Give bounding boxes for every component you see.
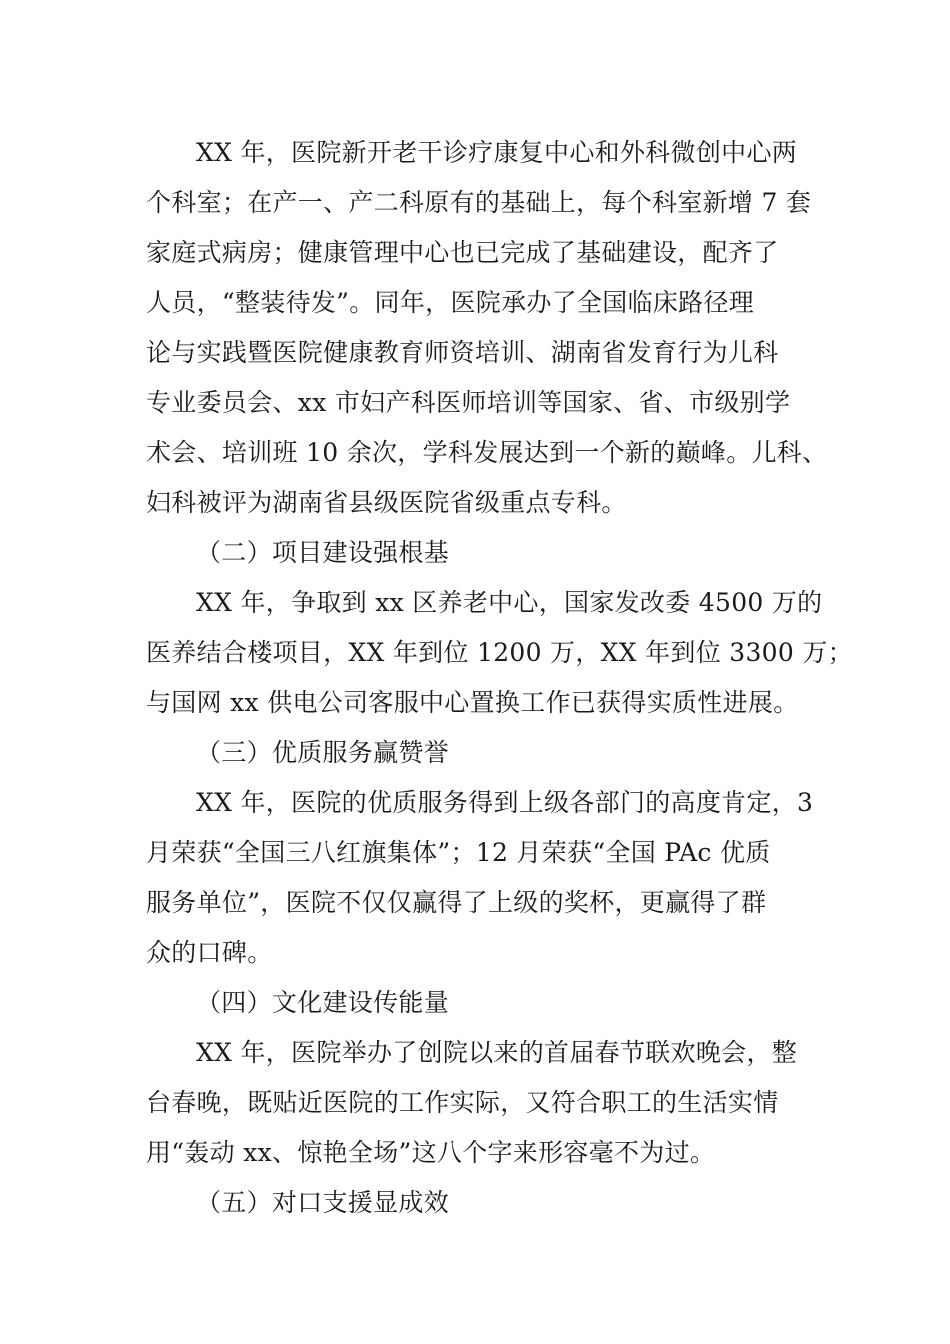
paragraph-line: XX 年，医院的优质服务得到上级各部门的高度肯定，3: [196, 788, 814, 817]
section-heading: （三）优质服务赢赞誉: [196, 738, 450, 767]
paragraph-line: 用“轰动 xx、惊艳全场”这八个字来形容毫不为过。: [146, 1138, 716, 1167]
paragraph-line: 人员，“整装待发”。同年，医院承办了全国临床路径理: [146, 288, 755, 317]
section-heading: （四）文化建设传能量: [196, 988, 450, 1017]
paragraph-line: 术会、培训班 10 余次，学科发展达到一个新的巅峰。儿科、: [146, 438, 828, 467]
paragraph-line: 月荣获“全国三八红旗集体”；12 月荣获“全国 PAc 优质: [146, 838, 771, 867]
section-heading: （二）项目建设强根基: [196, 538, 450, 567]
paragraph-line: 家庭式病房；健康管理中心也已完成了基础建设，配齐了: [146, 238, 779, 267]
paragraph-line: 专业委员会、xx 市妇产科医师培训等国家、省、市级别学: [146, 388, 791, 417]
paragraph-line: 论与实践暨医院健康教育师资培训、湖南省发育行为儿科: [146, 338, 779, 367]
paragraph-line: XX 年，医院举办了创院以来的首届春节联欢晚会，整: [196, 1038, 798, 1067]
paragraph-line: 妇科被评为湖南省县级医院省级重点专科。: [146, 488, 627, 517]
section-heading: （五）对口支援显成效: [196, 1188, 450, 1217]
paragraph-line: 与国网 xx 供电公司客服中心置换工作已获得实质性进展。: [146, 688, 799, 717]
paragraph-line: 台春晚，既贴近医院的工作实际，又符合职工的生活实情: [146, 1088, 779, 1117]
paragraph-line: 服务单位”，医院不仅仅赢得了上级的奖杯，更赢得了群: [146, 888, 767, 917]
paragraph-line: XX 年，医院新开老干诊疗康复中心和外科微创中心两: [196, 138, 798, 167]
paragraph-line: 医养结合楼项目，XX 年到位 1200 万，XX 年到位 3300 万；: [146, 638, 853, 667]
paragraph-line: 众的口碑。: [146, 938, 273, 967]
paragraph-line: 个科室；在产一、产二科原有的基础上，每个科室新增 7 套: [146, 188, 812, 217]
paragraph-line: XX 年，争取到 xx 区养老中心，国家发改委 4500 万的: [196, 588, 823, 617]
